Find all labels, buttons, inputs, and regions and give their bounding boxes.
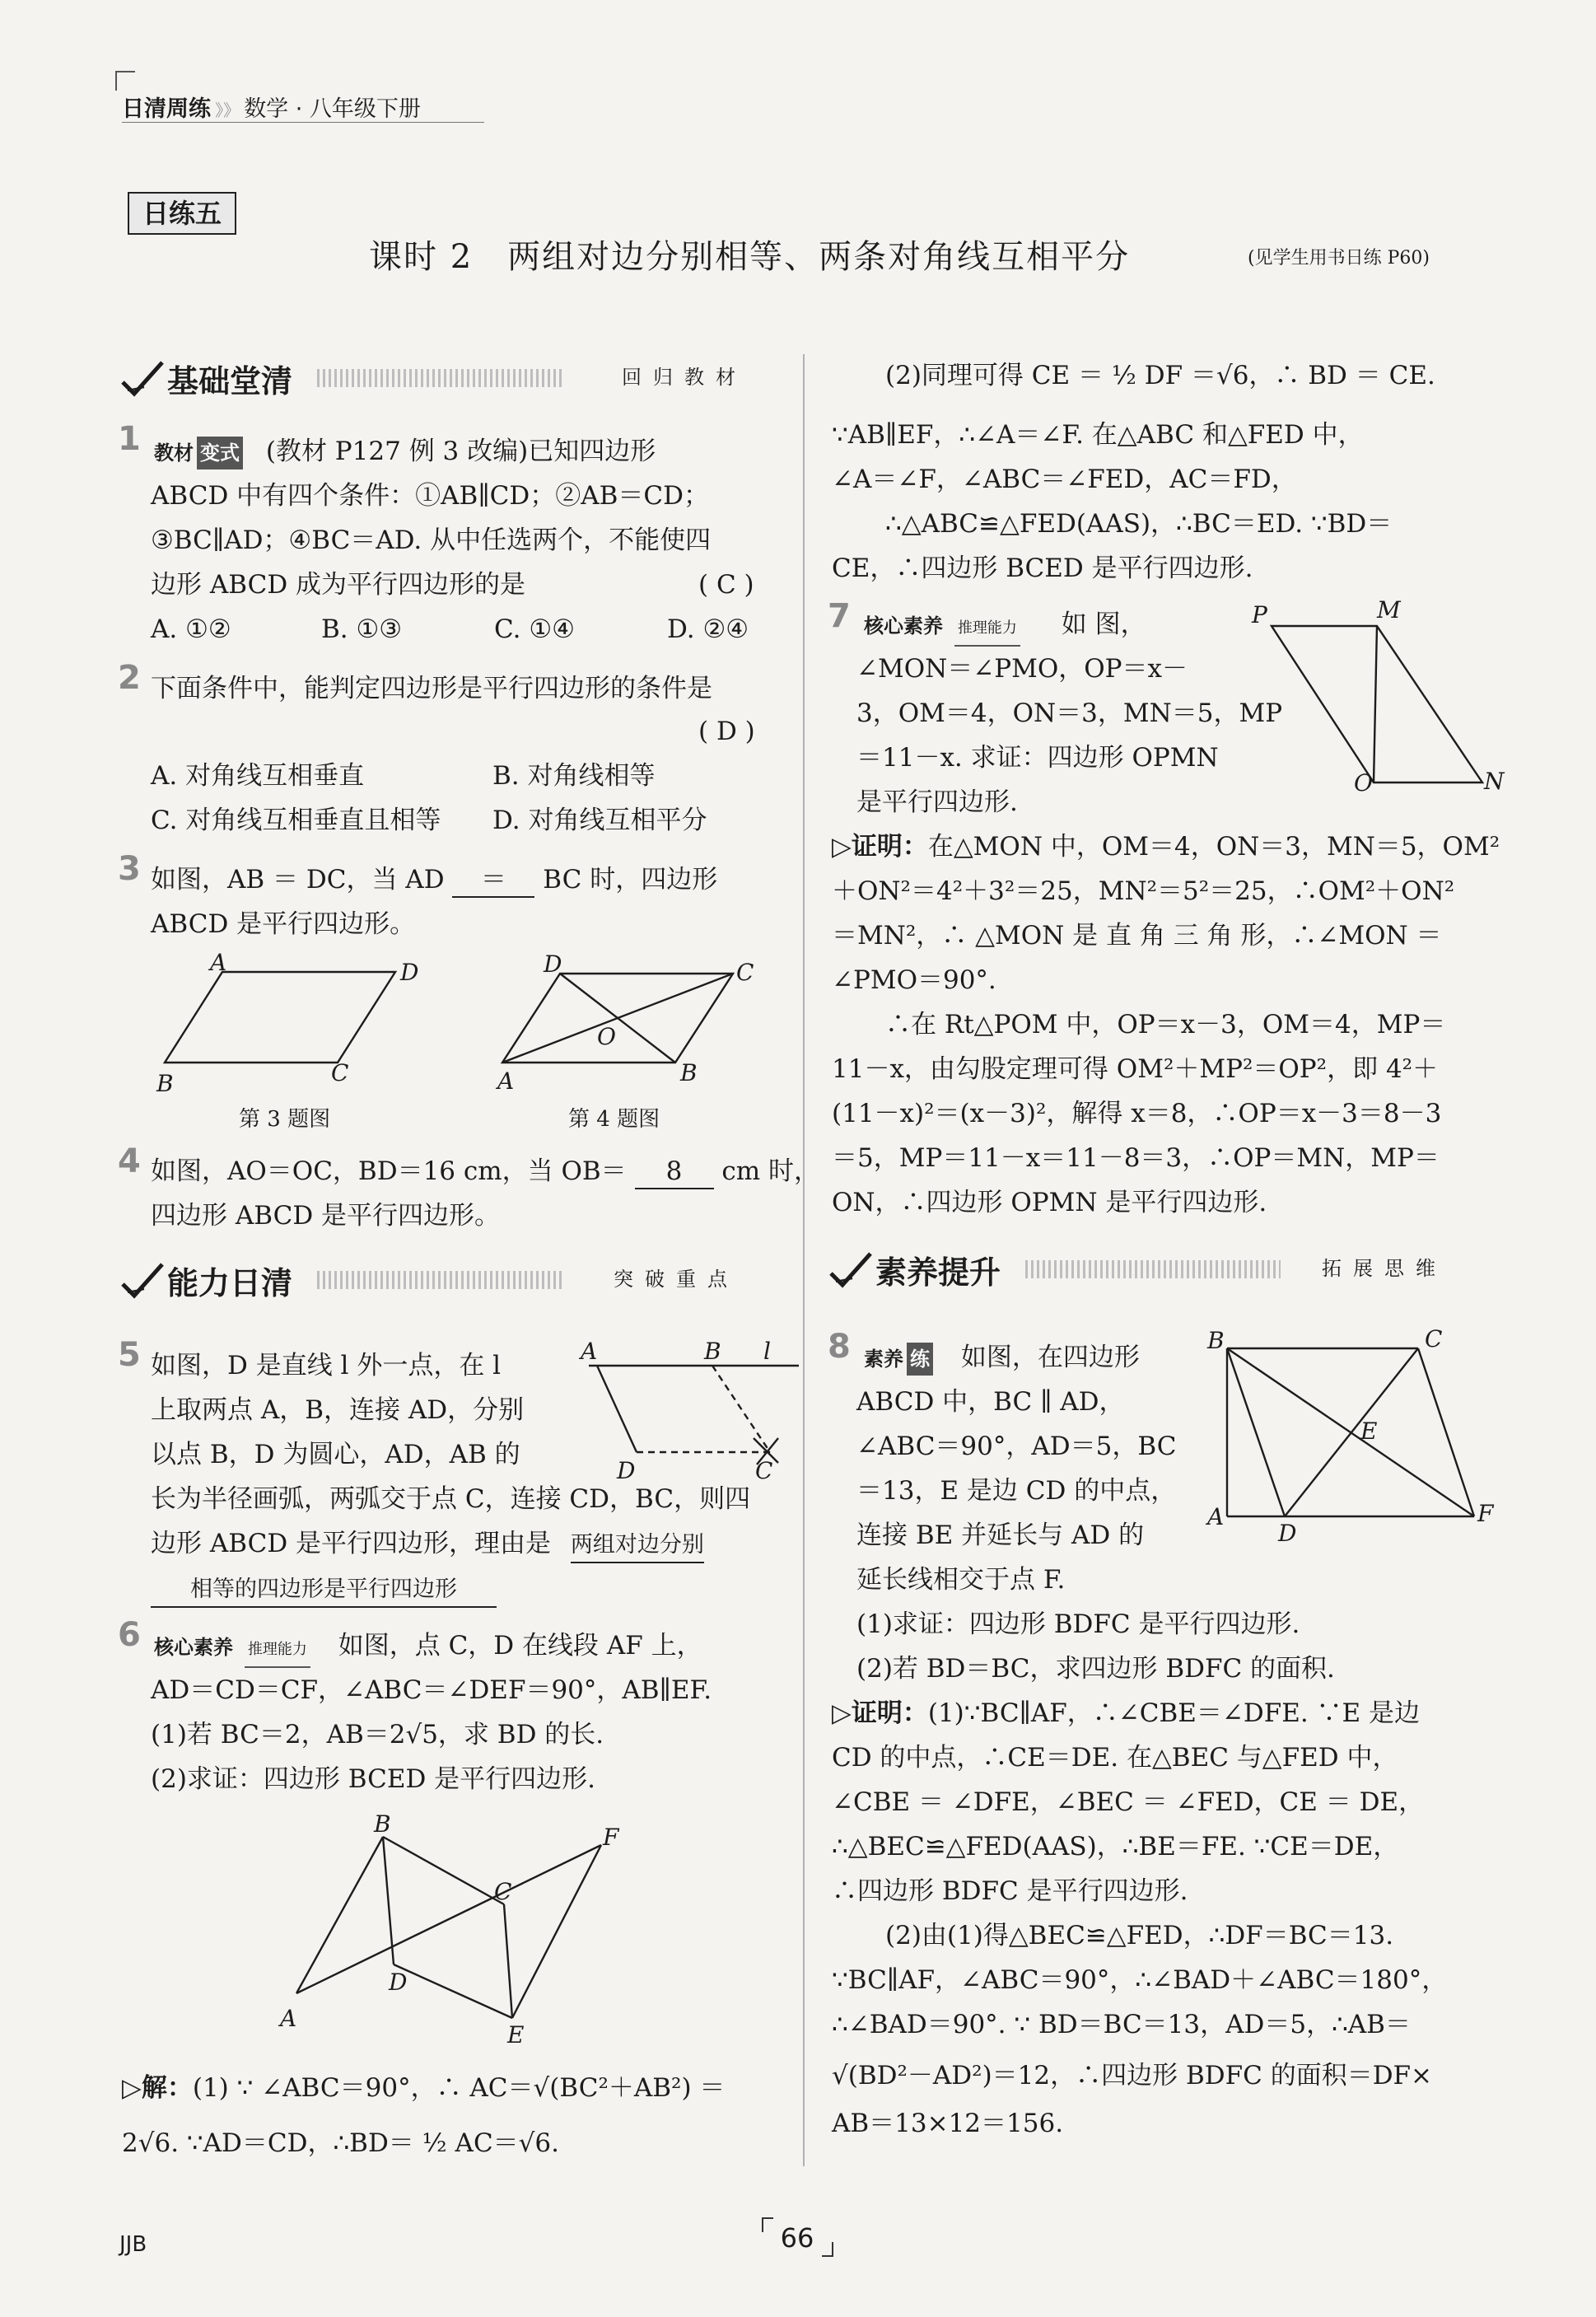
q7-proof-line: ∴在 Rt△POM 中，OP＝x－3，OM＝4，MP＝ [885,1010,1446,1039]
q7-proof-line: 11－x，由勾股定理可得 OM²＋MP²＝OP²，即 4²＋ [832,1054,1439,1084]
section-ability-tag: 突破重点 [614,1268,739,1291]
q8-line: (2)若 BD＝BC，求四边形 BDFC 的面积. [856,1654,1335,1684]
q5-line: 如图，D 是直线 l 外一点，在 l [151,1351,502,1380]
label-D: D [1278,1520,1297,1547]
q1-option-d: D. ②④ [667,614,749,644]
label-C: C [494,1878,512,1905]
label-B: B [156,1070,174,1097]
question-number: 3 [118,850,141,888]
label-C: C [755,1457,773,1484]
right-top-line: (2)同理可得 CE ＝ ½ DF ＝√6，∴ BD ＝ CE. [885,361,1435,390]
q8-figure [1202,1325,1499,1547]
label-D: D [617,1457,636,1484]
section-ability-title: 能力日清 [167,1265,293,1301]
q8-line: 延长线相交于点 F. [856,1565,1066,1595]
label-E: E [1360,1418,1378,1445]
right-top-line: ∴△ABC≌△FED(AAS)，∴BC＝ED. ∵BD＝ [885,509,1393,539]
q8-proof-line: (2)由(1)得△BEC≌△FED，∴DF＝BC＝13. [885,1921,1394,1950]
question-number: 2 [118,659,141,697]
q7-proof-line: ON，∴四边形 OPMN 是平行四边形. [832,1188,1267,1217]
q2-option-c: C. 对角线互相垂直且相等 [151,806,441,835]
q8-proof-line: ∴△BEC≌△FED(AAS)，∴BE＝FE. ∵CE＝DE， [832,1832,1399,1862]
label-B: B [680,1059,698,1086]
section-ability-header [119,1256,782,1302]
q2-line: 下面条件中，能判定四边形是平行四边形的条件是 [151,674,712,703]
q4-line: 四边形 ABCD 是平行四边形。 [151,1201,501,1231]
q7-proof-0 [832,830,1500,863]
q7-proof-label: 证明： [851,832,928,862]
q7-proof-text: 在△MON 中，OM＝4，ON＝3，MN＝5，OM² [927,832,1500,862]
label-P: P [1252,601,1267,628]
q8-badge-practice: 练 [907,1343,933,1376]
right-top-line: ∵AB∥EF，∴∠A＝∠F. 在△ABC 和△FED 中， [832,420,1364,450]
label-A: A [210,949,227,976]
q8-proof-label: 证明： [851,1698,928,1728]
q7-badge-sub: 推理能力 [954,612,1020,647]
label-O: O [597,1023,616,1050]
q4-pre: 如图，AO＝OC，BD＝16 cm，当 OB＝ [151,1156,627,1186]
label-C: C [736,959,754,986]
label-D: D [544,951,562,978]
q7-proof-line: ∠PMO＝90°. [832,965,996,995]
question-number: 6 [118,1616,141,1654]
q5-answer-part2: 相等的四边形是平行四边形 [151,1573,497,1608]
pen-check-icon [119,1259,166,1301]
q6-line-0 [151,1629,702,1668]
q1-line: 边形 ABCD 成为平行四边形的是 [151,570,526,600]
page-number: 66 [780,2222,814,2254]
q6-solution-1 [122,2072,725,2104]
q5-answer-part1: 两组对边分别 [571,1529,704,1563]
pen-check-icon [828,1249,874,1290]
label-N: N [1484,768,1505,795]
triangle-marker-icon: ▷ [832,1698,852,1728]
question-number: 8 [828,1328,851,1366]
question-number: 5 [118,1336,141,1374]
q7-proof-line: ＝MN²，∴ △MON 是 直 角 三 角 形，∴∠MON ＝ [832,921,1442,951]
q1-text: (教材 P127 例 3 改编)已知四边形 [265,437,656,466]
question-number: 1 [118,420,141,458]
header-arrows: 》》 [215,100,240,120]
q7-proof-line: ＝5，MP＝11－x＝11－8＝3，∴OP＝MN，MP＝ [832,1143,1440,1173]
label-A: A [497,1067,515,1095]
q6-badge-sub: 推理能力 [245,1633,310,1668]
q4-line-0 [151,1155,819,1189]
q2-option-b: B. 对角线相等 [492,761,656,791]
section-stripe [1025,1260,1281,1278]
q5-line: 长为半径画弧，两弧交于点 C，连接 CD，BC，则四 [151,1484,751,1514]
q6-line: (2)求证：四边形 BCED 是平行四边形. [151,1764,596,1794]
q8-proof-line: CD 的中点，∴CE＝DE. 在△BEC 与△FED 中， [832,1743,1398,1773]
triangle-marker-icon: ▷ [832,832,852,862]
q1-badge-textbook: 教材 [154,441,194,465]
q6-line: (1)若 BC＝2，AB＝2√5，求 BD 的长. [151,1720,604,1749]
section-stripe [317,1271,564,1289]
label-O: O [1354,769,1373,796]
q8-line-0 [861,1341,1140,1376]
label-C: C [331,1059,349,1086]
q8-text: 如图，在四边形 [960,1343,1140,1372]
section-literacy-tag: 拓展思维 [1322,1257,1447,1280]
section-literacy-header [828,1245,1495,1292]
q7-proof-line: (11－x)²＝(x－3)²，解得 x＝8，∴OP＝x－3＝8－3 [832,1099,1442,1128]
label-B: B [374,1810,391,1838]
q8-line: 连接 BE 并延长与 AD 的 [856,1521,1145,1550]
label-B: B [1207,1327,1225,1354]
q5-line: 以点 B，D 为圆心，AD，AB 的 [151,1440,520,1469]
section-stripe [317,369,564,387]
label-D: D [400,959,419,986]
right-top-line: CE，∴四边形 BCED 是平行四边形. [832,554,1253,583]
q8-badge: 素养 [864,1348,903,1371]
q5-figure [581,1338,803,1489]
header-brand: 日清周练 [122,96,211,122]
q2-answer: ( D ) [698,717,755,746]
q6-solution-2: 2√6. ∵AD＝CD，∴BD＝ ½ AC＝√6. [122,2128,559,2158]
q1-option-c: C. ①④ [494,614,575,644]
q3-blank: ＝ [452,863,534,898]
q3-figure [156,949,502,1104]
page-bracket-right [822,2242,833,2257]
q2-option-a: A. 对角线互相垂直 [151,761,365,791]
section-basic-tag: 回归教材 [622,366,747,389]
pen-check-icon [119,357,166,399]
q6-solution-label: 解： [141,2073,193,2103]
q6-badge: 核心素养 [154,1636,233,1659]
section-literacy-title: 素养提升 [875,1254,1001,1291]
q8-line: (1)求证：四边形 BDFC 是平行四边形. [856,1609,1300,1639]
label-A: A [1207,1503,1225,1530]
q1-option-a: A. ①② [151,614,231,644]
question-number: 7 [828,597,851,635]
q8-proof-line: AB＝13×12＝156. [832,2109,1064,2138]
label-B: B [704,1338,721,1365]
q8-proof-line: √(BD²－AD²)＝12，∴四边形 BDFC 的面积＝DF× [832,2061,1433,2090]
q7-line: 是平行四边形. [856,787,1018,817]
q1-badge-variant: 变式 [197,437,243,469]
q7-line: ∠MON＝∠PMO，OP＝x－ [856,654,1188,684]
q8-line: ＝13，E 是边 CD 的中点， [856,1476,1177,1506]
q7-figure [1252,593,1505,796]
header [122,91,421,123]
q3-line: ABCD 是平行四边形。 [151,909,416,939]
q7-proof-line: ＋ON²＝4²＋3²＝25，MN²＝5²＝25，∴OM²＋ON² [832,876,1455,906]
lesson-title: 课时 2 两组对边分别相等、两条对角线互相平分 [369,238,1131,276]
header-corner-mark [115,71,135,91]
column-divider [803,354,805,2166]
q4-blank: 8 [635,1155,714,1189]
q5-line-5 [151,1572,497,1608]
q7-line-0 [861,608,1146,647]
right-top-line: ∠A＝∠F，∠ABC＝∠FED，AC＝FD， [832,465,1297,494]
label-l: l [763,1338,771,1365]
q1-line: ABCD 中有四个条件：①AB∥CD；②AB＝CD； [151,481,709,511]
header-subject: 数学 · 八年级下册 [244,96,421,122]
q3-pre: 如图，AB ＝ DC，当 AD [151,865,445,895]
q4-post: cm 时， [721,1156,820,1186]
q6-figure [272,1810,651,2048]
q8-line: ABCD 中，BC ∥ AD， [856,1387,1125,1417]
footer-code: JJB [119,2232,147,2257]
q3-post: BC 时，四边形 [543,865,718,895]
q5-line: 上取两点 A，B，连接 AD，分别 [151,1395,525,1425]
question-number: 4 [118,1142,141,1180]
q6-line: AD＝CD＝CF，∠ABC＝∠DEF＝90°，AB∥EF. [151,1675,712,1705]
q6-text: 如图，点 C，D 在线段 AF 上， [338,1631,702,1661]
q1-line-0 [151,435,656,469]
header-rule [122,122,484,123]
q5-text: 边形 ABCD 是平行四边形，理由是 [151,1529,552,1558]
q4-figure [494,951,840,1104]
lesson-reference: (见学生用书日练 P60) [1248,248,1430,269]
q1-line: ③BC∥AD；④BC＝AD. 从中任选两个，不能使四 [151,526,712,555]
q8-proof-line: ∠CBE ＝ ∠DFE，∠BEC ＝ ∠FED，CE ＝ DE， [832,1787,1425,1817]
section-basic-header [119,354,782,400]
q3-caption: 第 3 题图 [239,1107,331,1132]
label-F: F [603,1824,619,1851]
q8-proof-line: ∵BC∥AF，∠ABC＝90°，∴∠BAD＋∠ABC＝180°， [832,1965,1448,1995]
q7-text: 如 图， [1061,610,1146,639]
q3-line-0 [151,863,717,898]
q8-proof-text: (1)∵BC∥AF，∴∠CBE＝∠DFE. ∵E 是边 [927,1698,1421,1728]
label-D: D [389,1969,408,1996]
q8-proof-line: ∴∠BAD＝90°. ∵ BD＝BC＝13，AD＝5，∴AB＝ [832,2010,1411,2039]
label-E: E [507,2021,525,2048]
triangle-marker-icon: ▷ [122,2073,142,2103]
label-M: M [1377,596,1401,624]
label-A: A [581,1338,598,1365]
q6-solution-text: (1) ∵ ∠ABC＝90°，∴ AC＝√(BC²＋AB²) ＝ [192,2073,726,2103]
q8-line: ∠ABC＝90°，AD＝5，BC [856,1432,1177,1461]
section-basic-title: 基础堂清 [167,363,293,399]
q7-badge: 核心素养 [864,614,943,638]
q1-answer: ( C ) [698,570,754,600]
q1-option-b: B. ①③ [321,614,403,644]
q4-caption: 第 4 题图 [568,1107,660,1132]
q5-line-4 [151,1527,704,1563]
q8-proof-0 [832,1697,1420,1730]
label-A: A [280,2005,297,2032]
label-F: F [1477,1500,1494,1527]
q7-line: 3，OM＝4，ON＝3，MN＝5，MP [856,698,1283,728]
q2-option-d: D. 对角线互相平分 [492,806,707,835]
label-C: C [1425,1325,1443,1352]
q8-proof-line: ∴四边形 BDFC 是平行四边形. [832,1876,1188,1906]
q7-line: ＝11－x. 求证：四边形 OPMN [856,743,1219,773]
day-tag: 日练五 [128,192,236,235]
